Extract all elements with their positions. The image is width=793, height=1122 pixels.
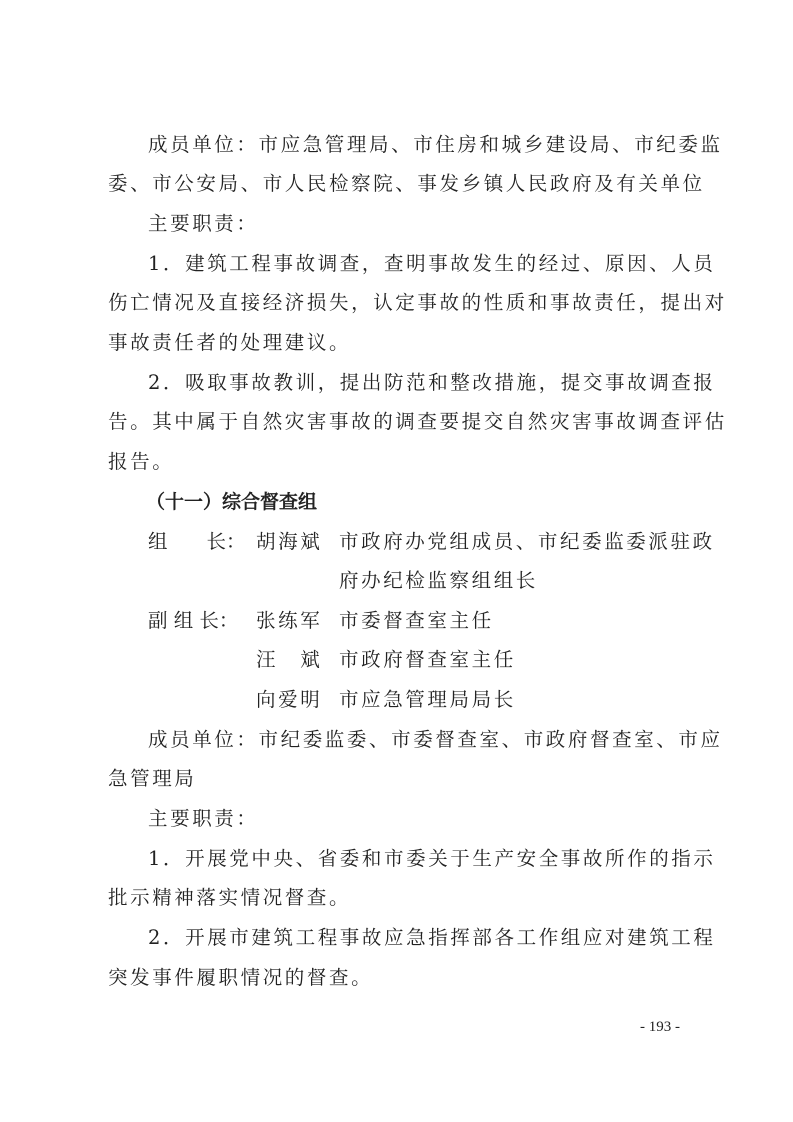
members-line-1: 成员单位：市纪委监委、市委督查室、市政府督查室、市应 [148,728,723,751]
deputy-title: 市委督查室主任 [339,609,494,632]
deputy-title: 市政府督查室主任 [339,648,516,671]
page-number: - 193 - [640,1019,680,1035]
deputy-title: 市应急管理局局长 [339,688,516,711]
duty-1-line-1: 1．建筑工程事故调查，查明事故发生的经过、原因、人员 [148,252,716,275]
duty-1-line-2: 伤亡情况及直接经济损失，认定事故的性质和事故责任，提出对 [108,291,727,314]
deputy-name: 张练军 [256,609,323,632]
deputy-label: 副 组 长： [148,609,239,632]
leader-title-line-1: 市政府办党组成员、市纪委监委派驻政 [339,530,715,553]
leader-label: 组 长： [148,530,246,553]
members-line-2: 委、市公安局、市人民检察院、事发乡镇人民政府及有关单位 [108,172,705,195]
duty-2-line-1: 2．开展市建筑工程事故应急指挥部各工作组应对建筑工程 [148,926,716,949]
duty-2-line-3: 报告。 [108,450,175,473]
deputy-name: 汪 斌 [256,648,323,671]
duty-2-line-2: 告。其中属于自然灾害事故的调查要提交自然灾害事故调查评估 [108,410,727,433]
duties-label: 主要职责： [148,807,259,830]
section-heading: （十一）综合督查组 [146,491,318,513]
members-line-2: 急管理局 [108,767,197,790]
members-line-1: 成员单位：市应急管理局、市住房和城乡建设局、市纪委监 [148,133,723,156]
duty-2-line-2: 突发事件履职情况的督查。 [108,966,374,989]
duty-1-line-3: 事故责任者的处理建议。 [108,331,352,354]
duty-2-line-1: 2．吸取事故教训，提出防范和整改措施，提交事故调查报 [148,371,716,394]
duty-1-line-1: 1．开展党中央、省委和市委关于生产安全事故所作的指示 [148,847,716,870]
leader-name: 胡海斌 [256,530,323,553]
deputy-name: 向爱明 [256,688,323,711]
leader-title-line-2: 府办纪检监察组组长 [339,569,538,592]
duties-label: 主要职责： [148,212,259,235]
duty-1-line-2: 批示精神落实情况督查。 [108,886,352,909]
